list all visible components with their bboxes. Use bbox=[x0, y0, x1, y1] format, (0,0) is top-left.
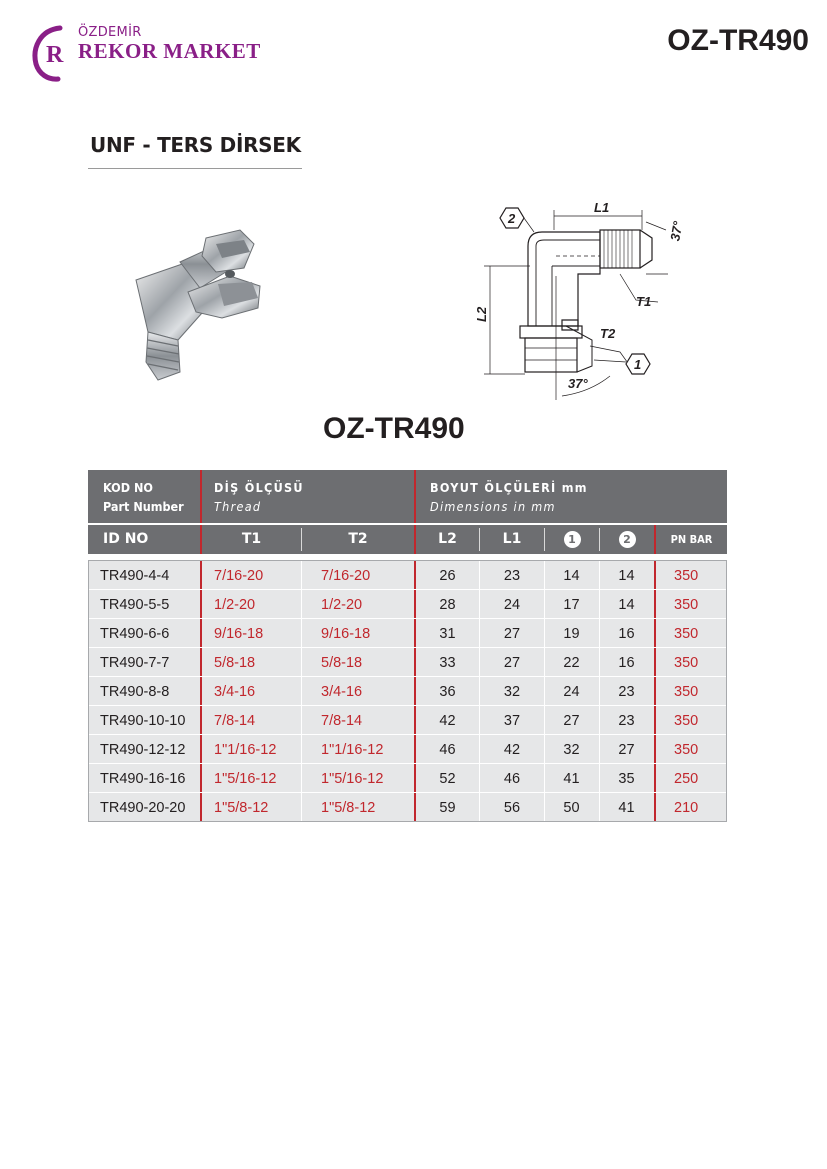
cell-id: TR490-16-16 bbox=[100, 771, 186, 787]
table-row bbox=[89, 590, 726, 619]
cell-pn: 250 bbox=[674, 771, 699, 787]
cell-t1: 9/16-18 bbox=[214, 626, 264, 642]
cell-pn: 350 bbox=[674, 684, 699, 700]
cell-pn: 350 bbox=[674, 626, 699, 642]
cell-c2: 41 bbox=[618, 800, 635, 816]
cell-divider bbox=[599, 735, 600, 763]
col-t2: T2 bbox=[348, 531, 368, 547]
cell-t1: 5/8-18 bbox=[214, 655, 256, 671]
table-row bbox=[89, 561, 726, 590]
red-divider bbox=[654, 561, 656, 589]
cell-divider bbox=[479, 677, 480, 705]
table-row bbox=[89, 706, 726, 735]
red-divider bbox=[414, 706, 416, 734]
cell-divider bbox=[599, 648, 600, 676]
red-divider bbox=[200, 706, 202, 734]
red-divider bbox=[200, 764, 202, 792]
col-callout-1 bbox=[545, 525, 599, 554]
cell-c1: 22 bbox=[563, 655, 580, 671]
cell-l1: 32 bbox=[503, 684, 521, 700]
cell-c1: 50 bbox=[563, 800, 580, 816]
red-divider bbox=[200, 735, 202, 763]
cell-divider bbox=[599, 793, 600, 821]
cell-t1: 7/16-20 bbox=[214, 568, 264, 584]
cell-id: TR490-10-10 bbox=[100, 713, 186, 729]
technical-drawing bbox=[470, 196, 690, 406]
cell-c1: 17 bbox=[563, 597, 580, 613]
cell-c1: 32 bbox=[563, 742, 580, 758]
callout-2: 2 bbox=[508, 211, 516, 226]
section-title: UNF - TERS DİRSEK bbox=[90, 133, 301, 157]
cell-divider bbox=[599, 706, 600, 734]
product-code-header: OZ-TR490 bbox=[667, 24, 809, 57]
cell-pn: 350 bbox=[674, 655, 699, 671]
product-code-title: OZ-TR490 bbox=[323, 412, 465, 445]
table-column-header bbox=[88, 525, 727, 554]
cell-pn: 350 bbox=[674, 597, 699, 613]
cell-divider bbox=[544, 590, 545, 618]
cell-divider bbox=[479, 648, 480, 676]
red-divider bbox=[414, 590, 416, 618]
cell-t2: 7/16-20 bbox=[321, 568, 371, 584]
cell-id: TR490-20-20 bbox=[100, 800, 186, 816]
cell-divider bbox=[544, 793, 545, 821]
cell-c2: 27 bbox=[618, 742, 635, 758]
callout-1-icon: 1 bbox=[564, 531, 581, 548]
cell-divider bbox=[599, 677, 600, 705]
red-divider bbox=[414, 619, 416, 647]
cell-divider bbox=[479, 735, 480, 763]
cell-divider bbox=[544, 648, 545, 676]
red-divider bbox=[654, 735, 656, 763]
red-divider bbox=[414, 648, 416, 676]
red-divider bbox=[200, 561, 202, 589]
cell-id: TR490-12-12 bbox=[100, 742, 186, 758]
section-divider bbox=[88, 168, 302, 169]
cell-id: TR490-6-6 bbox=[100, 626, 170, 642]
cell-pn: 350 bbox=[674, 568, 699, 584]
cell-l2: 42 bbox=[439, 713, 456, 729]
table-group-header bbox=[88, 470, 727, 523]
cell-divider bbox=[301, 793, 302, 821]
label-angle-bottom: 37° bbox=[568, 376, 588, 391]
cell-divider bbox=[301, 590, 302, 618]
cell-c1: 27 bbox=[563, 713, 580, 729]
cell-divider bbox=[599, 590, 600, 618]
cell-divider bbox=[301, 561, 302, 589]
header-thread: DİŞ ÖLÇÜSÜ Thread bbox=[214, 480, 304, 514]
red-divider bbox=[200, 677, 202, 705]
table-row bbox=[89, 793, 726, 821]
cell-t1: 1"1/16-12 bbox=[214, 742, 277, 758]
header-kod-no: KOD NO Part Number bbox=[103, 480, 184, 514]
red-divider bbox=[200, 793, 202, 821]
cell-c2: 35 bbox=[618, 771, 635, 787]
col-pn-bar: PN BAR bbox=[670, 533, 713, 546]
cell-divider bbox=[479, 764, 480, 792]
cell-t1: 1/2-20 bbox=[214, 597, 256, 613]
red-divider bbox=[414, 764, 416, 792]
cell-c2: 23 bbox=[618, 684, 635, 700]
cell-t2: 5/8-18 bbox=[321, 655, 363, 671]
red-divider bbox=[654, 590, 656, 618]
red-divider bbox=[654, 619, 656, 647]
brand-logo bbox=[30, 24, 260, 82]
brand-name-small: ÖZDEMİR bbox=[78, 25, 142, 40]
cell-l2: 52 bbox=[439, 771, 456, 787]
table-row bbox=[89, 764, 726, 793]
cell-divider bbox=[301, 764, 302, 792]
cell-t2: 1/2-20 bbox=[321, 597, 363, 613]
cell-id: TR490-5-5 bbox=[100, 597, 170, 613]
cell-divider bbox=[599, 764, 600, 792]
cell-c2: 16 bbox=[618, 626, 635, 642]
cell-divider bbox=[301, 677, 302, 705]
cell-l2: 46 bbox=[439, 742, 456, 758]
cell-divider bbox=[479, 619, 480, 647]
cell-divider bbox=[479, 793, 480, 821]
logo-letter: R bbox=[46, 42, 64, 68]
red-divider bbox=[414, 793, 416, 821]
cell-divider bbox=[544, 561, 545, 589]
cell-l1: 56 bbox=[503, 800, 521, 816]
cell-t2: 3/4-16 bbox=[321, 684, 363, 700]
logo-mark-icon bbox=[30, 24, 78, 82]
callout-1: 1 bbox=[634, 357, 642, 372]
cell-divider bbox=[599, 561, 600, 589]
red-divider bbox=[414, 470, 416, 523]
cell-id: TR490-4-4 bbox=[100, 568, 170, 584]
table-row bbox=[89, 619, 726, 648]
cell-l2: 33 bbox=[439, 655, 456, 671]
cell-divider bbox=[544, 706, 545, 734]
red-divider bbox=[654, 648, 656, 676]
col-l2: L2 bbox=[438, 531, 457, 547]
cell-c1: 14 bbox=[563, 568, 580, 584]
cell-c1: 19 bbox=[563, 626, 580, 642]
red-divider bbox=[414, 561, 416, 589]
cell-t1: 1"5/16-12 bbox=[214, 771, 277, 787]
cell-divider bbox=[544, 735, 545, 763]
cell-t2: 7/8-14 bbox=[321, 713, 363, 729]
cell-t1: 1"5/8-12 bbox=[214, 800, 269, 816]
cell-t1: 7/8-14 bbox=[214, 713, 256, 729]
spec-table bbox=[88, 470, 727, 822]
red-divider bbox=[654, 793, 656, 821]
cell-t1: 3/4-16 bbox=[214, 684, 256, 700]
label-angle-top: 37° bbox=[667, 220, 686, 243]
table-row bbox=[89, 677, 726, 706]
red-divider bbox=[200, 590, 202, 618]
header-dimensions: BOYUT ÖLÇÜLERİ mm Dimensions in mm bbox=[430, 480, 588, 514]
cell-id: TR490-8-8 bbox=[100, 684, 170, 700]
cell-l1: 27 bbox=[503, 626, 521, 642]
red-divider bbox=[414, 735, 416, 763]
col-l1: L1 bbox=[502, 531, 522, 547]
red-divider bbox=[654, 706, 656, 734]
cell-c2: 14 bbox=[618, 568, 635, 584]
cell-t2: 1"5/8-12 bbox=[321, 800, 376, 816]
cell-c2: 16 bbox=[618, 655, 635, 671]
cell-l2: 26 bbox=[439, 568, 456, 584]
red-divider bbox=[654, 764, 656, 792]
cell-l2: 36 bbox=[439, 684, 456, 700]
cell-divider bbox=[479, 706, 480, 734]
cell-id: TR490-7-7 bbox=[100, 655, 170, 671]
cell-divider bbox=[544, 677, 545, 705]
col-id: ID NO bbox=[103, 531, 149, 547]
brand-name: REKOR MARKET bbox=[78, 39, 261, 63]
table-row bbox=[89, 648, 726, 677]
label-t2: T2 bbox=[600, 326, 616, 341]
cell-c2: 14 bbox=[618, 597, 635, 613]
cell-t2: 9/16-18 bbox=[321, 626, 371, 642]
table-body bbox=[88, 560, 727, 822]
red-divider bbox=[200, 470, 202, 523]
cell-l1: 24 bbox=[503, 597, 521, 613]
cell-l2: 28 bbox=[439, 597, 456, 613]
label-t1: T1 bbox=[636, 294, 652, 309]
cell-divider bbox=[479, 561, 480, 589]
col-t1: T1 bbox=[241, 531, 262, 547]
cell-l1: 27 bbox=[503, 655, 521, 671]
cell-l2: 31 bbox=[439, 626, 456, 642]
cell-pn: 210 bbox=[674, 800, 699, 816]
cell-divider bbox=[599, 619, 600, 647]
red-divider bbox=[200, 648, 202, 676]
label-l2: L2 bbox=[474, 306, 489, 322]
cell-divider bbox=[301, 619, 302, 647]
cell-c1: 24 bbox=[563, 684, 580, 700]
cell-l2: 59 bbox=[439, 800, 456, 816]
label-l1: L1 bbox=[594, 200, 610, 215]
cell-pn: 350 bbox=[674, 742, 699, 758]
cell-t2: 1"1/16-12 bbox=[321, 742, 384, 758]
cell-l1: 23 bbox=[503, 568, 521, 584]
red-divider bbox=[200, 619, 202, 647]
col-callout-2 bbox=[600, 525, 654, 554]
cell-l1: 37 bbox=[503, 713, 521, 729]
red-divider bbox=[654, 677, 656, 705]
cell-t2: 1"5/16-12 bbox=[321, 771, 384, 787]
cell-c1: 41 bbox=[563, 771, 580, 787]
cell-divider bbox=[544, 764, 545, 792]
cell-pn: 350 bbox=[674, 713, 699, 729]
cell-l1: 42 bbox=[503, 742, 521, 758]
cell-divider bbox=[301, 706, 302, 734]
product-photo bbox=[118, 222, 288, 392]
cell-divider bbox=[479, 590, 480, 618]
cell-divider bbox=[544, 619, 545, 647]
cell-l1: 46 bbox=[503, 771, 521, 787]
cell-c2: 23 bbox=[618, 713, 635, 729]
cell-divider bbox=[301, 648, 302, 676]
table-row bbox=[89, 735, 726, 764]
cell-divider bbox=[301, 735, 302, 763]
callout-2-icon: 2 bbox=[619, 531, 636, 548]
red-divider bbox=[414, 677, 416, 705]
